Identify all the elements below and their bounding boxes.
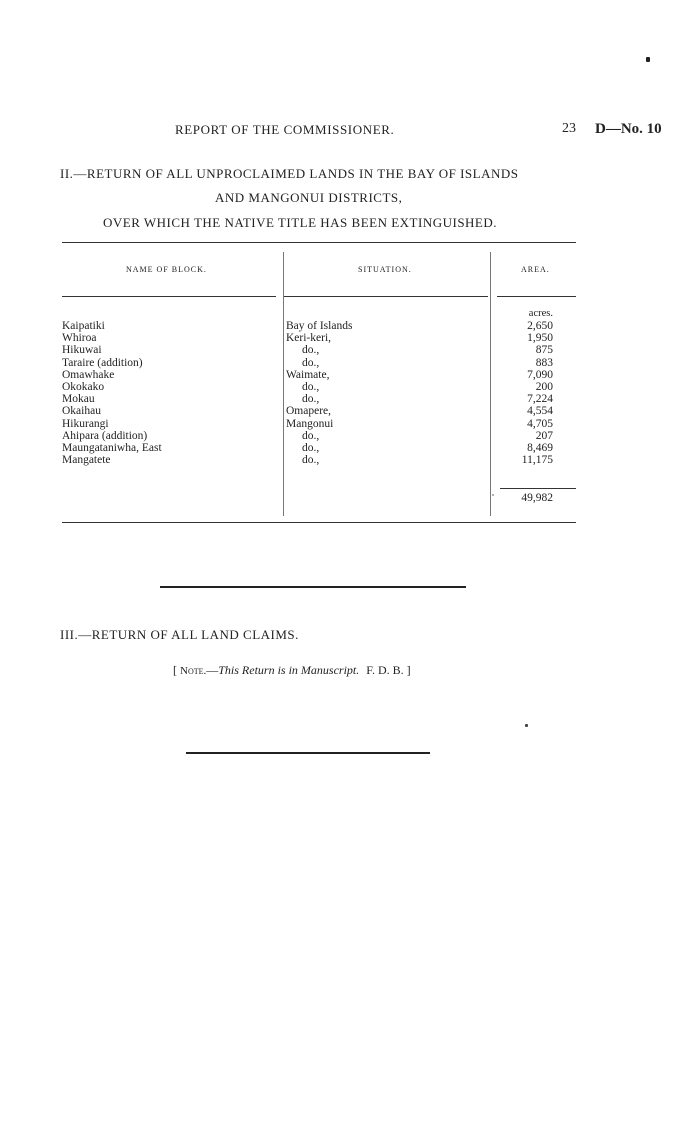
situation: do., [302, 393, 320, 406]
situation: Waimate, [286, 368, 330, 381]
area-value: 7,224 [527, 393, 553, 406]
note-label: Note. [180, 665, 207, 677]
situation: do., [302, 356, 320, 369]
note-initials: F. D. B. [366, 663, 404, 677]
situation: Keri-keri, [286, 332, 332, 345]
area-value: 11,175 [521, 454, 553, 467]
situation: do., [302, 344, 320, 357]
situation: do., [302, 454, 320, 467]
total-rule [500, 488, 576, 489]
block-name: Maungataniwha, East [62, 442, 162, 454]
block-name: Taraire (addition) [62, 356, 143, 369]
block-name: Kaipatiki [62, 320, 105, 332]
document-reference: D—No. 10 [595, 121, 662, 137]
area-value: 200 [535, 381, 553, 393]
note-dash: — [206, 663, 219, 677]
table-bottom-rule [62, 522, 576, 523]
situation: do., [302, 442, 320, 454]
header-rule-situation [284, 296, 488, 297]
scan-mark [525, 724, 528, 727]
area-total: 49,982 [521, 492, 553, 504]
note-text: This Return is in Manuscript. [218, 663, 360, 677]
area-value: 4,554 [527, 405, 553, 418]
situation: Bay of Islands [286, 320, 353, 332]
manuscript-note [173, 663, 411, 678]
report-header-title: REPORT OF THE COMMISSIONER. [175, 122, 395, 137]
situation: do., [302, 429, 320, 442]
block-name: Hikuwai [62, 344, 102, 357]
area-value: 8,469 [527, 442, 553, 454]
header-rule-block [62, 296, 276, 297]
area-value: 2,650 [527, 320, 553, 332]
area-value: 207 [535, 429, 553, 442]
note-bracket-open: [ [173, 663, 177, 677]
block-name: Okaihau [62, 405, 101, 418]
table-top-rule [62, 242, 576, 243]
column-header-situation: SITUATION. [358, 265, 412, 274]
block-name: Hikurangi [62, 417, 109, 430]
section-3-title: III.—RETURN OF ALL LAND CLAIMS. [60, 627, 299, 642]
header-rule-area [497, 296, 576, 297]
situation: Omapere, [286, 405, 332, 418]
section-separator [160, 586, 466, 588]
situation: do., [302, 381, 320, 393]
end-separator [186, 752, 430, 754]
page-number: 23 [562, 121, 576, 136]
column-header-area: AREA. [521, 265, 550, 274]
block-name: Omawhake [62, 368, 115, 381]
block-name: Whiroa [62, 332, 97, 345]
area-value: 7,090 [527, 368, 553, 381]
situation: Mangonui [286, 417, 334, 430]
area-value: 883 [535, 356, 553, 369]
area-unit: acres. [528, 308, 553, 319]
block-name: Ahipara (addition) [62, 429, 148, 442]
section-2-title-line2: AND MANGONUI DISTRICTS, [215, 190, 403, 205]
scan-mark [492, 494, 494, 496]
area-value: 1,950 [527, 332, 553, 345]
scan-mark [646, 57, 650, 62]
column-divider-1 [283, 252, 284, 516]
column-divider-2 [490, 252, 491, 516]
column-header-block: NAME OF BLOCK. [126, 265, 207, 274]
note-bracket-close: ] [406, 663, 411, 677]
area-value: 4,705 [527, 417, 553, 430]
section-2-title-line3: OVER WHICH THE NATIVE TITLE HAS BEEN EXTINGUISHED. [103, 215, 498, 230]
section-2-title-line1: II.—RETURN OF ALL UNPROCLAIMED LANDS IN THE BAY OF ISLANDS [60, 166, 519, 181]
block-name: Mokau [62, 393, 95, 406]
block-name: Okokako [62, 381, 105, 393]
area-value: 875 [535, 344, 553, 357]
block-name: Mangatete [62, 454, 111, 467]
